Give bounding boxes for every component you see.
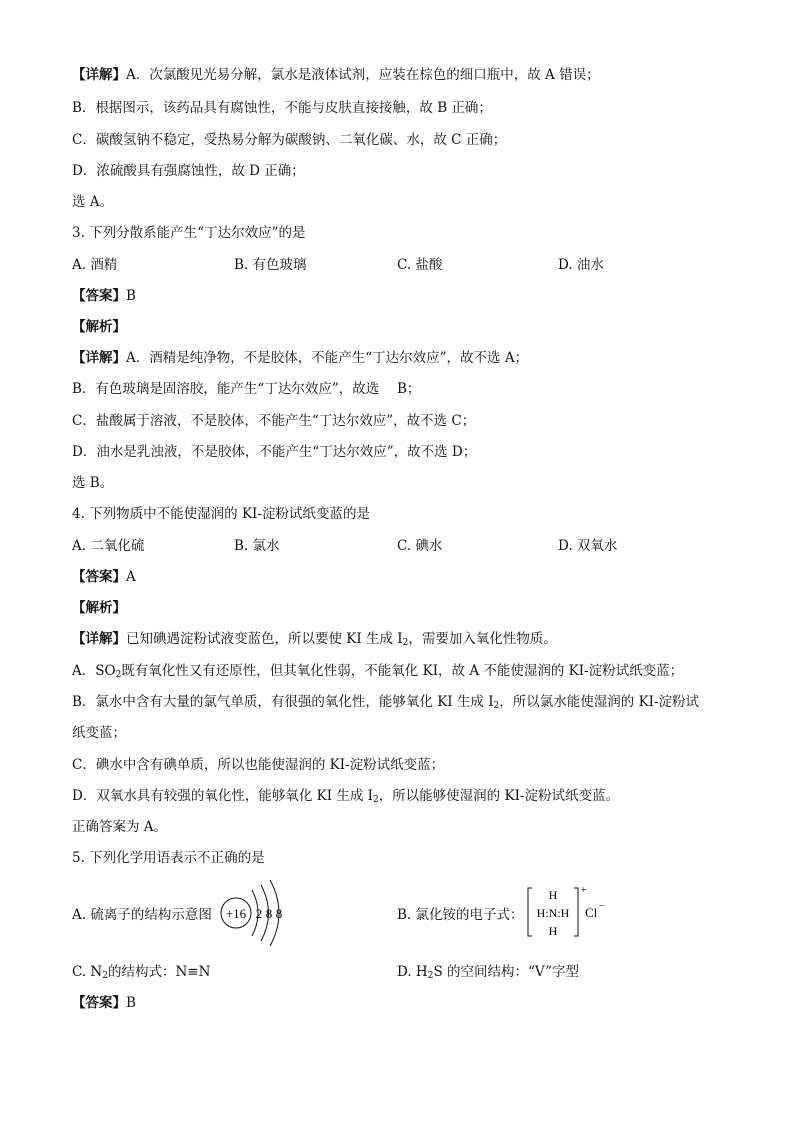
answer-tag: 【答案】 <box>72 995 126 1011</box>
q5-option-a-label: A. 硫离子的结构示意图 <box>72 907 212 923</box>
q3-option-b: B. 有色玻璃 <box>234 257 307 273</box>
q3-detail-c: C．盐酸属于溶液，不是胶体，不能产生“丁达尔效应”，故不选 C； <box>72 413 476 429</box>
q3-option-a: A. 酒精 <box>72 257 118 273</box>
q3-detail-b: B．有色玻璃是固溶胶，能产生“丁达尔效应”，故选 B； <box>72 381 421 397</box>
q4-option-d: D. 双氧水 <box>558 538 618 554</box>
d-sub: 2 <box>427 971 434 981</box>
detail-tag: 【详解】 <box>72 67 126 83</box>
c-pre: C. N <box>72 964 103 980</box>
b-pre: B．氯水中含有大量的氯气单质，有很强的氧化性，能够氧化 KI 生成 I <box>72 694 494 710</box>
answer-value: B <box>126 995 136 1011</box>
c-post: 的结构式：N≡N <box>107 964 211 980</box>
q4-detail-b-cont: 纸变蓝； <box>72 725 126 741</box>
intro-pre: 已知碘遇淀粉试液变蓝色，所以要使 KI 生成 I <box>126 631 403 647</box>
d-sub: 2 <box>372 795 379 805</box>
answer-value: A <box>126 569 136 585</box>
d-post: S 的空间结构：“V”字型 <box>433 964 580 980</box>
shell-count-3: 8 <box>275 906 283 921</box>
q2-detail-a <box>72 66 600 84</box>
d-post: ，所以能够使湿润的 KI-淀粉试纸变蓝。 <box>378 788 619 804</box>
detail-text: A．次氯酸见光易分解，氯水是液体试剂，应装在棕色的细口瓶中，故 A 错误； <box>126 67 600 83</box>
q2-choose: 选 A。 <box>72 194 114 210</box>
left-bracket <box>528 888 532 936</box>
q4-detail-intro <box>72 630 557 648</box>
answer-tag: 【答案】 <box>72 288 126 304</box>
answer-tag: 【答案】 <box>72 569 126 585</box>
q4-answer <box>72 568 136 586</box>
cation-charge: + <box>581 885 587 896</box>
q2-detail-c: C．碳酸氢钠不稳定，受热易分解为碳酸钠、二氧化碳、水，故 C 正确； <box>72 132 507 148</box>
q5-option-d <box>397 963 579 981</box>
answer-value: B <box>126 288 136 304</box>
anion-charge: − <box>599 901 605 912</box>
q3-stem: 3. 下列分散系能产生“丁达尔效应”的是 <box>72 225 306 241</box>
q3-choose: 选 B。 <box>72 475 114 491</box>
hydrogen-bottom: H <box>548 924 558 938</box>
q2-detail-b: B．根据图示，该药品具有腐蚀性，不能与皮肤直接接触，故 B 正确； <box>72 100 492 116</box>
hydrogen-top: H <box>548 888 558 902</box>
d-pre: D. H <box>397 964 428 980</box>
q4-detail-a <box>72 662 683 680</box>
detail-tag: 【详解】 <box>72 350 126 366</box>
q4-detail-c: C．碘水中含有碘单质，所以也能使湿润的 KI-淀粉试纸变蓝； <box>72 757 445 773</box>
q4-analysis-tag: 【解析】 <box>72 600 126 616</box>
q5-answer <box>72 994 136 1012</box>
ammonium-chloride-electron-formula <box>526 884 616 940</box>
q3-analysis-tag: 【解析】 <box>72 319 126 335</box>
c-sub: 2 <box>102 971 108 981</box>
q4-detail-b <box>72 693 699 711</box>
q4-choose: 正确答案为 A。 <box>72 819 168 835</box>
q4-option-b: B. 氯水 <box>234 538 280 554</box>
q5-option-c <box>72 963 210 981</box>
detail-text: A．酒精是纯净物，不是胶体，不能产生“丁达尔效应”，故不选 A； <box>126 350 529 366</box>
a-sub: 2 <box>115 670 122 680</box>
q3-answer <box>72 287 136 305</box>
sulfide-ion-structure-diagram <box>216 878 296 948</box>
nucleus-charge: +16 <box>225 906 247 921</box>
shell-count-2: 8 <box>265 906 273 921</box>
right-bracket <box>574 888 578 936</box>
intro-sub: 2 <box>402 638 409 648</box>
q4-stem: 4. 下列物质中不能使湿润的 KI-淀粉试纸变蓝的是 <box>72 506 370 522</box>
q5-option-b-label: B. 氯化铵的电子式： <box>397 907 524 923</box>
a-post: 既有氧化性又有还原性，但其氧化性弱，不能氧化 KI，故 A 不能使湿润的 KI-淀粉试纸变蓝； <box>121 663 684 679</box>
b-sub: 2 <box>493 701 500 711</box>
a-pre: A．SO <box>72 663 116 679</box>
q3-option-c: C. 盐酸 <box>397 257 443 273</box>
intro-post: ，需要加入氧化性物质。 <box>408 631 557 647</box>
q4-detail-d <box>72 787 619 805</box>
shell-count-1: 2 <box>255 906 263 921</box>
d-pre: D．双氧水具有较强的氧化性，能够氧化 KI 生成 I <box>72 788 373 804</box>
q3-detail-a <box>72 349 528 367</box>
q2-detail-d: D．浓硫酸具有强腐蚀性，故 D 正确； <box>72 163 305 179</box>
q3-detail-d: D．油水是乳浊液，不是胶体，不能产生“丁达尔效应”，故不选 D； <box>72 444 477 460</box>
chloride-symbol: Cl <box>585 905 598 920</box>
h-n-h-row: H:N:H <box>536 906 570 920</box>
b-post: ，所以氯水能使湿润的 KI-淀粉试 <box>499 694 700 710</box>
q4-option-c: C. 碘水 <box>397 538 443 554</box>
q4-option-a: A. 二氧化硫 <box>72 538 145 554</box>
q3-option-d: D. 油水 <box>558 257 604 273</box>
detail-tag: 【详解】 <box>72 631 126 647</box>
q5-stem: 5. 下列化学用语表示不正确的是 <box>72 850 265 866</box>
